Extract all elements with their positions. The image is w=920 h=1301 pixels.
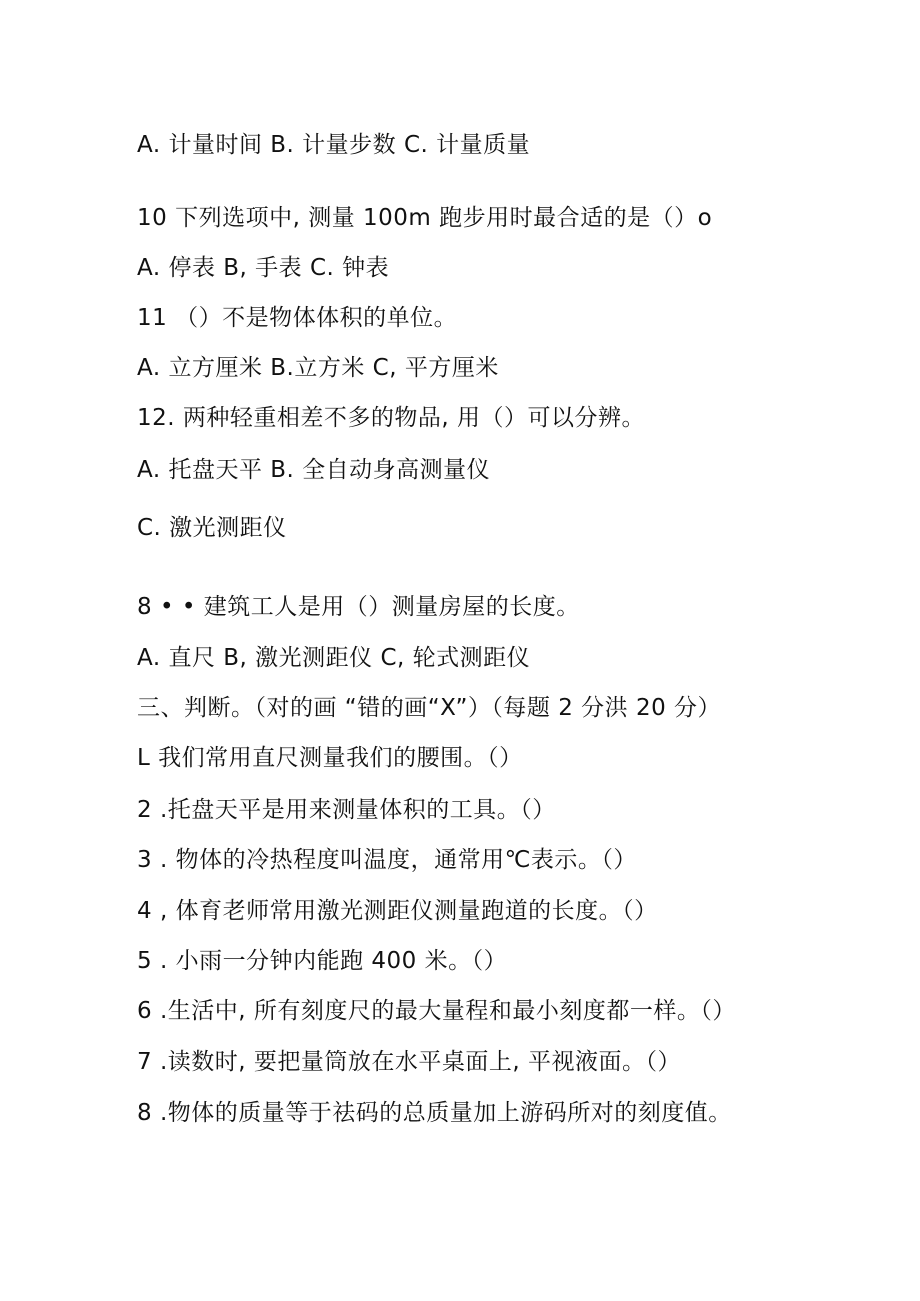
option-line-q9: A. 计量时间 B. 计量步数 C. 计量质量 — [137, 132, 531, 158]
judgment-item-8: 8 .物体的质量等于祛码的总质量加上游码所对的刻度值。 — [137, 1100, 732, 1126]
judgment-item-4: 4 , 体育老师常用激光测距仪测量跑道的长度。（） — [137, 898, 658, 924]
judgment-item-2: 2 .托盘天平是用来测量体积的工具。（） — [137, 797, 556, 823]
question-12: 12. 两种轻重相差不多的物品, 用（）可以分辨。 — [137, 405, 646, 431]
question-11: 11 （）不是物体体积的单位。 — [137, 305, 458, 331]
option-line-q12-c: C. 激光测距仪 — [137, 515, 287, 541]
question-10: 10 下列选项中, 测量 100m 跑步用时最合适的是（）o — [137, 205, 713, 231]
option-line-q8: A. 直尺 B, 激光测距仪 C, 轮式测距仪 — [137, 645, 531, 671]
judgment-item-3: 3 . 物体的冷热程度叫温度，通常用℃表示。（） — [137, 847, 637, 873]
option-line-q11: A. 立方厘米 B.立方米 C, 平方厘米 — [137, 355, 499, 381]
judgment-item-1: L 我们常用直尺测量我们的腰围。（） — [137, 745, 523, 771]
judgment-item-5: 5 . 小雨一分钟内能跑 400 米。（） — [137, 948, 508, 974]
judgment-item-7: 7 .读数时, 要把量筒放在水平桌面上, 平视液面。（） — [137, 1049, 681, 1075]
question-8: 8 • • 建筑工人是用（）测量房屋的长度。 — [137, 594, 580, 620]
option-line-q10: A. 停表 B, 手表 C. 钟表 — [137, 255, 390, 281]
option-line-q12-a: A. 托盘天平 B. 全自动身高测量仪 — [137, 457, 491, 483]
judgment-item-6: 6 .生活中, 所有刻度尺的最大量程和最小刻度都一样。（） — [137, 998, 736, 1024]
section-heading-judgment: 三、判断。（对的画 “错的画“X”）（每题 2 分洪 20 分） — [137, 695, 722, 721]
